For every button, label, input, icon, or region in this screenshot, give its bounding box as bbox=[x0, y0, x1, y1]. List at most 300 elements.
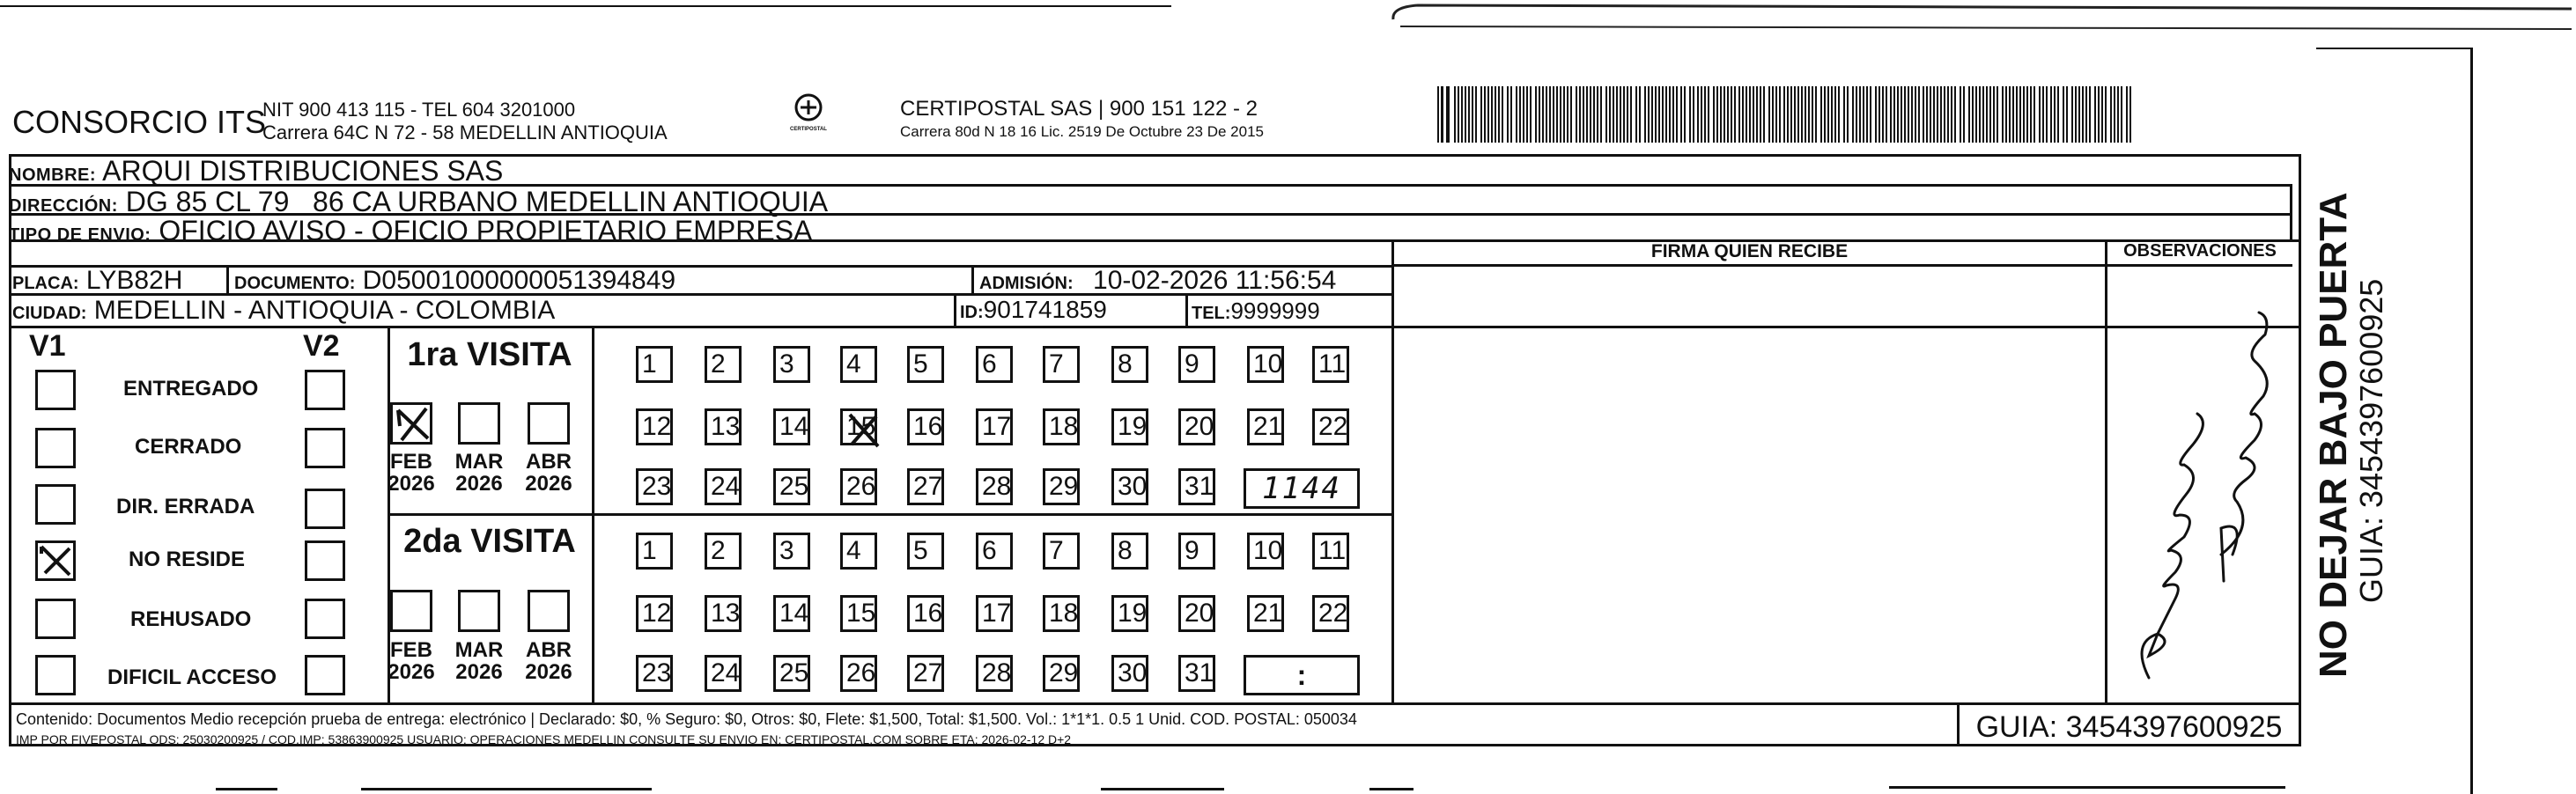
barcode-bar bbox=[1831, 86, 1833, 143]
id-label: ID: bbox=[960, 303, 984, 322]
day-box[interactable] bbox=[1247, 533, 1284, 570]
day-box[interactable] bbox=[840, 346, 877, 383]
day-box[interactable] bbox=[1043, 468, 1080, 505]
barcode-bar bbox=[1576, 86, 1577, 143]
barcode-bar bbox=[1801, 86, 1803, 143]
barcode-bar bbox=[2071, 86, 2073, 143]
visit-2-month-mar bbox=[448, 639, 510, 683]
day-box[interactable] bbox=[1043, 655, 1080, 692]
barcode-bar bbox=[2054, 86, 2056, 143]
ciudad-value: MEDELLIN - ANTIOQUIA - COLOMBIA bbox=[93, 296, 556, 325]
day-box[interactable] bbox=[1111, 533, 1148, 570]
day-number: 18 bbox=[1049, 599, 1079, 628]
day-box[interactable] bbox=[773, 408, 810, 445]
barcode-bar bbox=[2002, 86, 2004, 143]
barcode-bar bbox=[1815, 86, 1817, 143]
logo-icon bbox=[793, 92, 823, 122]
barcode bbox=[1437, 86, 2133, 143]
month-label: ABR bbox=[526, 450, 572, 474]
day-box[interactable] bbox=[773, 468, 810, 505]
day-number: 28 bbox=[982, 472, 1012, 501]
barcode-bar bbox=[2075, 86, 2077, 143]
handwritten-x-mark bbox=[843, 411, 883, 452]
day-number: 2 bbox=[711, 536, 726, 565]
barcode-bar bbox=[1530, 86, 1532, 143]
v1-dir-errada-checkbox[interactable] bbox=[35, 484, 76, 525]
barcode-bar bbox=[1812, 86, 1813, 143]
day-box[interactable] bbox=[1178, 408, 1215, 445]
day-number: 13 bbox=[711, 412, 741, 441]
day-number: 3 bbox=[779, 349, 794, 379]
barcode-bar bbox=[1680, 86, 1682, 143]
day-box[interactable] bbox=[636, 533, 673, 570]
barcode-bar bbox=[1570, 86, 1572, 143]
barcode-bar bbox=[1915, 86, 1916, 143]
barcode-bar bbox=[2042, 86, 2044, 143]
barcode-bar bbox=[2117, 86, 2119, 143]
day-box[interactable] bbox=[636, 408, 673, 445]
v1-cerrado-checkbox[interactable] bbox=[35, 428, 76, 468]
barcode-bar bbox=[1553, 86, 1554, 143]
visit-2-month-feb-checkbox[interactable] bbox=[390, 590, 432, 632]
barcode-bar bbox=[1760, 86, 1761, 143]
day-box[interactable] bbox=[1178, 533, 1215, 570]
day-number: 31 bbox=[1185, 658, 1214, 687]
barcode-bar bbox=[1567, 86, 1568, 143]
day-box[interactable] bbox=[907, 595, 944, 632]
day-number: 23 bbox=[642, 658, 672, 687]
barcode-bar bbox=[1605, 86, 1607, 143]
barcode-bar bbox=[2114, 86, 2115, 143]
month-label: ABR bbox=[526, 638, 572, 662]
barcode-bar bbox=[1731, 86, 1732, 143]
day-box[interactable] bbox=[840, 408, 877, 445]
day-box[interactable] bbox=[1247, 595, 1284, 632]
barcode-bar bbox=[1787, 86, 1789, 143]
day-number: 30 bbox=[1118, 472, 1148, 501]
barcode-bar bbox=[1805, 86, 1806, 143]
day-box[interactable] bbox=[1312, 408, 1349, 445]
day-box[interactable] bbox=[840, 468, 877, 505]
day-number: 1 bbox=[642, 536, 657, 565]
day-number: 4 bbox=[846, 349, 861, 379]
barcode-bar bbox=[1669, 86, 1671, 143]
day-box[interactable] bbox=[1111, 655, 1148, 692]
direccion-label: DIRECCIÓN: bbox=[9, 196, 118, 216]
day-box[interactable] bbox=[636, 468, 673, 505]
barcode-bar bbox=[1723, 86, 1725, 143]
day-box[interactable] bbox=[1043, 408, 1080, 445]
day-number: 9 bbox=[1185, 536, 1199, 565]
barcode-bar bbox=[1704, 86, 1706, 143]
day-number: 11 bbox=[1318, 349, 1347, 379]
direccion-value: DG 85 CL 79 86 CA URBANO MEDELLIN ANTIOQUIA bbox=[125, 186, 829, 217]
scan-fragment bbox=[216, 788, 277, 790]
v1-label: V1 bbox=[29, 329, 66, 363]
day-number: 21 bbox=[1253, 412, 1283, 441]
barcode-bar bbox=[2098, 86, 2100, 143]
day-number: 22 bbox=[1318, 412, 1348, 441]
barcode-bar bbox=[1753, 86, 1754, 143]
barcode-bar bbox=[2009, 86, 2011, 143]
tel-value: 9999999 bbox=[1230, 298, 1320, 324]
day-box[interactable] bbox=[636, 655, 673, 692]
barcode-bar bbox=[1930, 86, 1931, 143]
ciudad-field bbox=[12, 296, 555, 326]
day-number: 11 bbox=[1318, 536, 1347, 565]
barcode-bar bbox=[1727, 86, 1729, 143]
barcode-bar bbox=[1968, 86, 1970, 143]
day-number: 30 bbox=[1118, 658, 1148, 687]
day-number: 13 bbox=[711, 599, 741, 628]
year-label: 2026 bbox=[525, 660, 572, 684]
day-box[interactable] bbox=[840, 533, 877, 570]
v2-label: V2 bbox=[303, 329, 340, 363]
barcode-bar bbox=[1749, 86, 1751, 143]
v2-dificil-acceso-checkbox[interactable] bbox=[305, 655, 345, 695]
day-box[interactable] bbox=[976, 408, 1013, 445]
admision-label: ADMISIÓN: bbox=[979, 274, 1074, 293]
visit-2-month-feb bbox=[380, 639, 442, 683]
handwritten-x-mark bbox=[393, 405, 432, 444]
barcode-bar bbox=[1947, 86, 1949, 143]
v2-entregado-checkbox[interactable] bbox=[305, 370, 345, 410]
placa-field bbox=[12, 266, 182, 296]
day-box[interactable] bbox=[1111, 595, 1148, 632]
day-number: 16 bbox=[913, 412, 943, 441]
barcode-bar bbox=[1756, 86, 1758, 143]
barcode-bar bbox=[1918, 86, 1920, 143]
barcode-bar bbox=[1560, 86, 1561, 143]
day-number: 3 bbox=[779, 536, 794, 565]
placa-value: LYB82H bbox=[85, 266, 183, 295]
day-number: 8 bbox=[1118, 536, 1133, 565]
barcode-bar bbox=[1523, 86, 1524, 143]
observaciones-label: OBSERVACIONES bbox=[2123, 241, 2277, 261]
visit-2-time-box[interactable] bbox=[1244, 655, 1360, 695]
month-label: FEB bbox=[390, 638, 432, 662]
year-label: 2026 bbox=[455, 472, 503, 496]
status-cerrado: CERRADO bbox=[135, 435, 242, 459]
barcode-bar bbox=[1590, 86, 1591, 143]
barcode-bar bbox=[1808, 86, 1810, 143]
firma-label: FIRMA QUIEN RECIBE bbox=[1650, 241, 1849, 261]
barcode-bar bbox=[1989, 86, 1991, 143]
day-box[interactable] bbox=[1178, 346, 1215, 383]
scan-fragment bbox=[1369, 788, 1413, 790]
day-number: 5 bbox=[913, 536, 928, 565]
barcode-bar bbox=[2030, 86, 2032, 143]
barcode-bar bbox=[1597, 86, 1598, 143]
barcode-bar bbox=[2121, 86, 2122, 143]
barcode-bar bbox=[1441, 86, 1443, 143]
day-box[interactable] bbox=[705, 595, 742, 632]
barcode-bar bbox=[1616, 86, 1618, 143]
visit-2-month-abr-checkbox[interactable] bbox=[528, 590, 570, 632]
day-box[interactable] bbox=[1043, 533, 1080, 570]
tipo-value: OFICIO AVISO - OFICIO PROPIETARIO EMPRESA bbox=[159, 215, 813, 246]
barcode-bar bbox=[1843, 86, 1845, 143]
day-number: 10 bbox=[1253, 349, 1283, 379]
v2-no-reside-checkbox[interactable] bbox=[305, 540, 345, 581]
day-box[interactable] bbox=[1178, 655, 1215, 692]
barcode-bar bbox=[1491, 86, 1493, 143]
day-box[interactable] bbox=[907, 468, 944, 505]
day-box[interactable] bbox=[907, 655, 944, 692]
certipostal-logo bbox=[786, 92, 830, 147]
barcode-bar bbox=[1993, 86, 1995, 143]
barcode-bar bbox=[1519, 86, 1521, 143]
day-box[interactable] bbox=[907, 533, 944, 570]
scan-edge-top-left bbox=[0, 5, 1171, 7]
v1-no-reside-checkbox[interactable] bbox=[35, 540, 76, 581]
documento-label: DOCUMENTO: bbox=[234, 274, 356, 293]
barcode-bar bbox=[1797, 86, 1799, 143]
day-number: 26 bbox=[846, 472, 876, 501]
day-box[interactable] bbox=[1111, 468, 1148, 505]
day-box[interactable] bbox=[773, 595, 810, 632]
barcode-bar bbox=[1886, 86, 1887, 143]
barcode-bar bbox=[1790, 86, 1792, 143]
barcode-bar bbox=[1498, 86, 1500, 143]
day-box[interactable] bbox=[1312, 533, 1349, 570]
day-box[interactable] bbox=[773, 533, 810, 570]
barcode-bar bbox=[1820, 86, 1822, 143]
barcode-bar bbox=[1772, 86, 1774, 143]
barcode-bar bbox=[1516, 86, 1517, 143]
barcode-bar bbox=[1768, 86, 1770, 143]
carrier-name: CERTIPOSTAL SAS | 900 151 122 - 2 bbox=[900, 97, 1258, 121]
day-box[interactable] bbox=[636, 346, 673, 383]
barcode-bar bbox=[1484, 86, 1486, 143]
day-box[interactable] bbox=[840, 655, 877, 692]
barcode-bar bbox=[1708, 86, 1709, 143]
day-box[interactable] bbox=[636, 595, 673, 632]
barcode-bar bbox=[1794, 86, 1796, 143]
visit-2-month-mar-checkbox[interactable] bbox=[458, 590, 500, 632]
barcode-bar bbox=[1937, 86, 1938, 143]
footer-guia: GUIA: 3454397600925 bbox=[1975, 710, 2283, 744]
barcode-bar bbox=[1734, 86, 1736, 143]
barcode-bar bbox=[2078, 86, 2080, 143]
barcode-bar bbox=[2110, 86, 2112, 143]
barcode-bar bbox=[1487, 86, 1489, 143]
day-number: 25 bbox=[779, 472, 809, 501]
barcode-bar bbox=[1458, 86, 1459, 143]
barcode-bar bbox=[1720, 86, 1722, 143]
firma-area[interactable] bbox=[1396, 268, 2102, 700]
barcode-bar bbox=[1824, 86, 1826, 143]
visit-1-month-mar-checkbox[interactable] bbox=[458, 402, 500, 445]
day-box[interactable] bbox=[1178, 595, 1215, 632]
barcode-bar bbox=[1878, 86, 1880, 143]
company-info-2: Carrera 64C N 72 - 58 MEDELLIN ANTIOQUIA bbox=[262, 121, 668, 143]
barcode-bar bbox=[1908, 86, 1909, 143]
visit-1-month-abr-checkbox[interactable] bbox=[528, 402, 570, 445]
visit-1-month-feb bbox=[380, 451, 442, 495]
day-box[interactable] bbox=[1247, 408, 1284, 445]
barcode-bar bbox=[1579, 86, 1581, 143]
barcode-bar bbox=[1609, 86, 1611, 143]
barcode-bar bbox=[1863, 86, 1864, 143]
barcode-bar bbox=[1870, 86, 1871, 143]
barcode-bar bbox=[1620, 86, 1621, 143]
scan-fragment bbox=[1101, 788, 1224, 790]
barcode-bar bbox=[1897, 86, 1899, 143]
day-box[interactable] bbox=[773, 346, 810, 383]
year-label: 2026 bbox=[388, 660, 435, 684]
day-box[interactable] bbox=[976, 346, 1013, 383]
visit-1-time-box[interactable] bbox=[1244, 468, 1360, 509]
v1-entregado-checkbox[interactable] bbox=[35, 370, 76, 410]
tel-label: TEL: bbox=[1192, 304, 1231, 323]
barcode-bar bbox=[2057, 86, 2059, 143]
carrier-info: Carrera 80d N 18 16 Lic. 2519 De Octubre 23 De 2015 bbox=[900, 123, 1264, 140]
day-box[interactable] bbox=[1247, 346, 1284, 383]
barcode-bar bbox=[1526, 86, 1528, 143]
day-box[interactable] bbox=[976, 468, 1013, 505]
v1-dificil-acceso-checkbox[interactable] bbox=[35, 655, 76, 695]
barcode-bar bbox=[1583, 86, 1584, 143]
day-number: 27 bbox=[913, 472, 943, 501]
barcode-bar bbox=[1982, 86, 1984, 143]
barcode-bar bbox=[1979, 86, 1981, 143]
barcode-bar bbox=[1546, 86, 1547, 143]
barcode-bar bbox=[2019, 86, 2021, 143]
v2-rehusado-checkbox[interactable] bbox=[305, 599, 345, 639]
barcode-bar bbox=[1635, 86, 1637, 143]
barcode-bar bbox=[1997, 86, 1998, 143]
day-box[interactable] bbox=[907, 408, 944, 445]
barcode-bar bbox=[1859, 86, 1861, 143]
day-box[interactable] bbox=[705, 655, 742, 692]
day-box[interactable] bbox=[976, 595, 1013, 632]
direccion-row bbox=[9, 186, 2576, 218]
nombre-row bbox=[9, 155, 2576, 187]
day-number: 7 bbox=[1049, 349, 1064, 379]
company-name: CONSORCIO ITS bbox=[12, 104, 267, 140]
barcode-bar bbox=[1693, 86, 1694, 143]
scan-fragment bbox=[1889, 786, 2285, 789]
v2-dir-errada-checkbox[interactable] bbox=[305, 489, 345, 529]
barcode-bar bbox=[1893, 86, 1895, 143]
day-box[interactable] bbox=[705, 408, 742, 445]
day-number: 8 bbox=[1118, 349, 1133, 379]
day-number: 17 bbox=[982, 412, 1012, 441]
day-number: 15 bbox=[846, 599, 876, 628]
barcode-bar bbox=[1838, 86, 1840, 143]
barcode-bar bbox=[1651, 86, 1653, 143]
day-box[interactable] bbox=[1178, 468, 1215, 505]
handwritten-observation bbox=[2122, 264, 2272, 687]
barcode-bar bbox=[2129, 86, 2131, 143]
barcode-bar bbox=[1904, 86, 1906, 143]
day-box[interactable] bbox=[1043, 346, 1080, 383]
day-number: 19 bbox=[1118, 599, 1148, 628]
day-box[interactable] bbox=[1111, 408, 1148, 445]
id-value: 901741859 bbox=[983, 296, 1107, 323]
barcode-bar bbox=[1960, 86, 1961, 143]
day-number: 23 bbox=[642, 472, 672, 501]
tel-field bbox=[1192, 298, 1320, 325]
barcode-bar bbox=[2101, 86, 2103, 143]
barcode-bar bbox=[1834, 86, 1836, 143]
day-number: 18 bbox=[1049, 412, 1079, 441]
barcode-bar bbox=[1507, 86, 1509, 143]
barcode-bar bbox=[1775, 86, 1777, 143]
day-number: 9 bbox=[1185, 349, 1199, 379]
barcode-bar bbox=[1963, 86, 1965, 143]
nombre-label: NOMBRE: bbox=[9, 165, 97, 185]
day-number: 7 bbox=[1049, 536, 1064, 565]
day-box[interactable] bbox=[705, 468, 742, 505]
admision-field bbox=[979, 266, 1336, 296]
day-number: 10 bbox=[1253, 536, 1283, 565]
barcode-bar bbox=[2089, 86, 2091, 143]
day-box[interactable] bbox=[1312, 595, 1349, 632]
day-box[interactable] bbox=[1312, 346, 1349, 383]
day-box[interactable] bbox=[976, 533, 1013, 570]
footer-line-2: IMP POR FIVEPOSTAL ODS: 25030200925 / COD.IMP: 53863900925 USUARIO: OPERACIONES MEDELLIN CONSULTE SU ENVIO EN: CERTIPOSTAL.COM SOBRE ETA: 2026-02-12 D+2 bbox=[16, 732, 1072, 746]
barcode-bar bbox=[1535, 86, 1537, 143]
day-box[interactable] bbox=[1043, 595, 1080, 632]
day-box[interactable] bbox=[1111, 346, 1148, 383]
barcode-bar bbox=[1665, 86, 1667, 143]
barcode-bar bbox=[2082, 86, 2084, 143]
barcode-bar bbox=[2046, 86, 2048, 143]
day-number: 28 bbox=[982, 658, 1012, 687]
barcode-bar bbox=[1986, 86, 1988, 143]
day-number: 27 bbox=[913, 658, 943, 687]
day-box[interactable] bbox=[976, 655, 1013, 692]
day-number: 5 bbox=[913, 349, 928, 379]
barcode-bar bbox=[1890, 86, 1892, 143]
day-box[interactable] bbox=[840, 595, 877, 632]
day-number: 12 bbox=[642, 412, 672, 441]
barcode-bar bbox=[2066, 86, 2068, 143]
barcode-bar bbox=[1437, 86, 1439, 143]
barcode-bar bbox=[2012, 86, 2014, 143]
barcode-bar bbox=[2023, 86, 2025, 143]
barcode-bar bbox=[1827, 86, 1829, 143]
day-number: 2 bbox=[711, 349, 726, 379]
handwritten-x-mark bbox=[38, 543, 73, 578]
barcode-bar bbox=[1875, 86, 1877, 143]
barcode-bar bbox=[1701, 86, 1702, 143]
day-box[interactable] bbox=[705, 346, 742, 383]
documento-field bbox=[234, 266, 675, 296]
barcode-bar bbox=[1658, 86, 1660, 143]
visit-1-month-feb-checkbox[interactable] bbox=[390, 402, 432, 445]
day-box[interactable] bbox=[907, 346, 944, 383]
status-entregado: ENTREGADO bbox=[123, 377, 259, 401]
v1-rehusado-checkbox[interactable] bbox=[35, 599, 76, 639]
tipo-label: TIPO DE ENVIO: bbox=[9, 225, 151, 245]
visit-2-time: : bbox=[1296, 658, 1307, 691]
barcode-bar bbox=[1639, 86, 1641, 143]
day-box[interactable] bbox=[773, 655, 810, 692]
documento-value: D05001000000051394849 bbox=[362, 266, 676, 295]
barcode-bar bbox=[1713, 86, 1715, 143]
visit-1-month-mar bbox=[448, 451, 510, 495]
day-number: 24 bbox=[711, 658, 741, 687]
v2-cerrado-checkbox[interactable] bbox=[305, 428, 345, 468]
barcode-bar bbox=[2105, 86, 2107, 143]
day-box[interactable] bbox=[705, 533, 742, 570]
day-number: 25 bbox=[779, 658, 809, 687]
barcode-bar bbox=[2085, 86, 2087, 143]
placa-label: PLACA: bbox=[12, 274, 79, 293]
